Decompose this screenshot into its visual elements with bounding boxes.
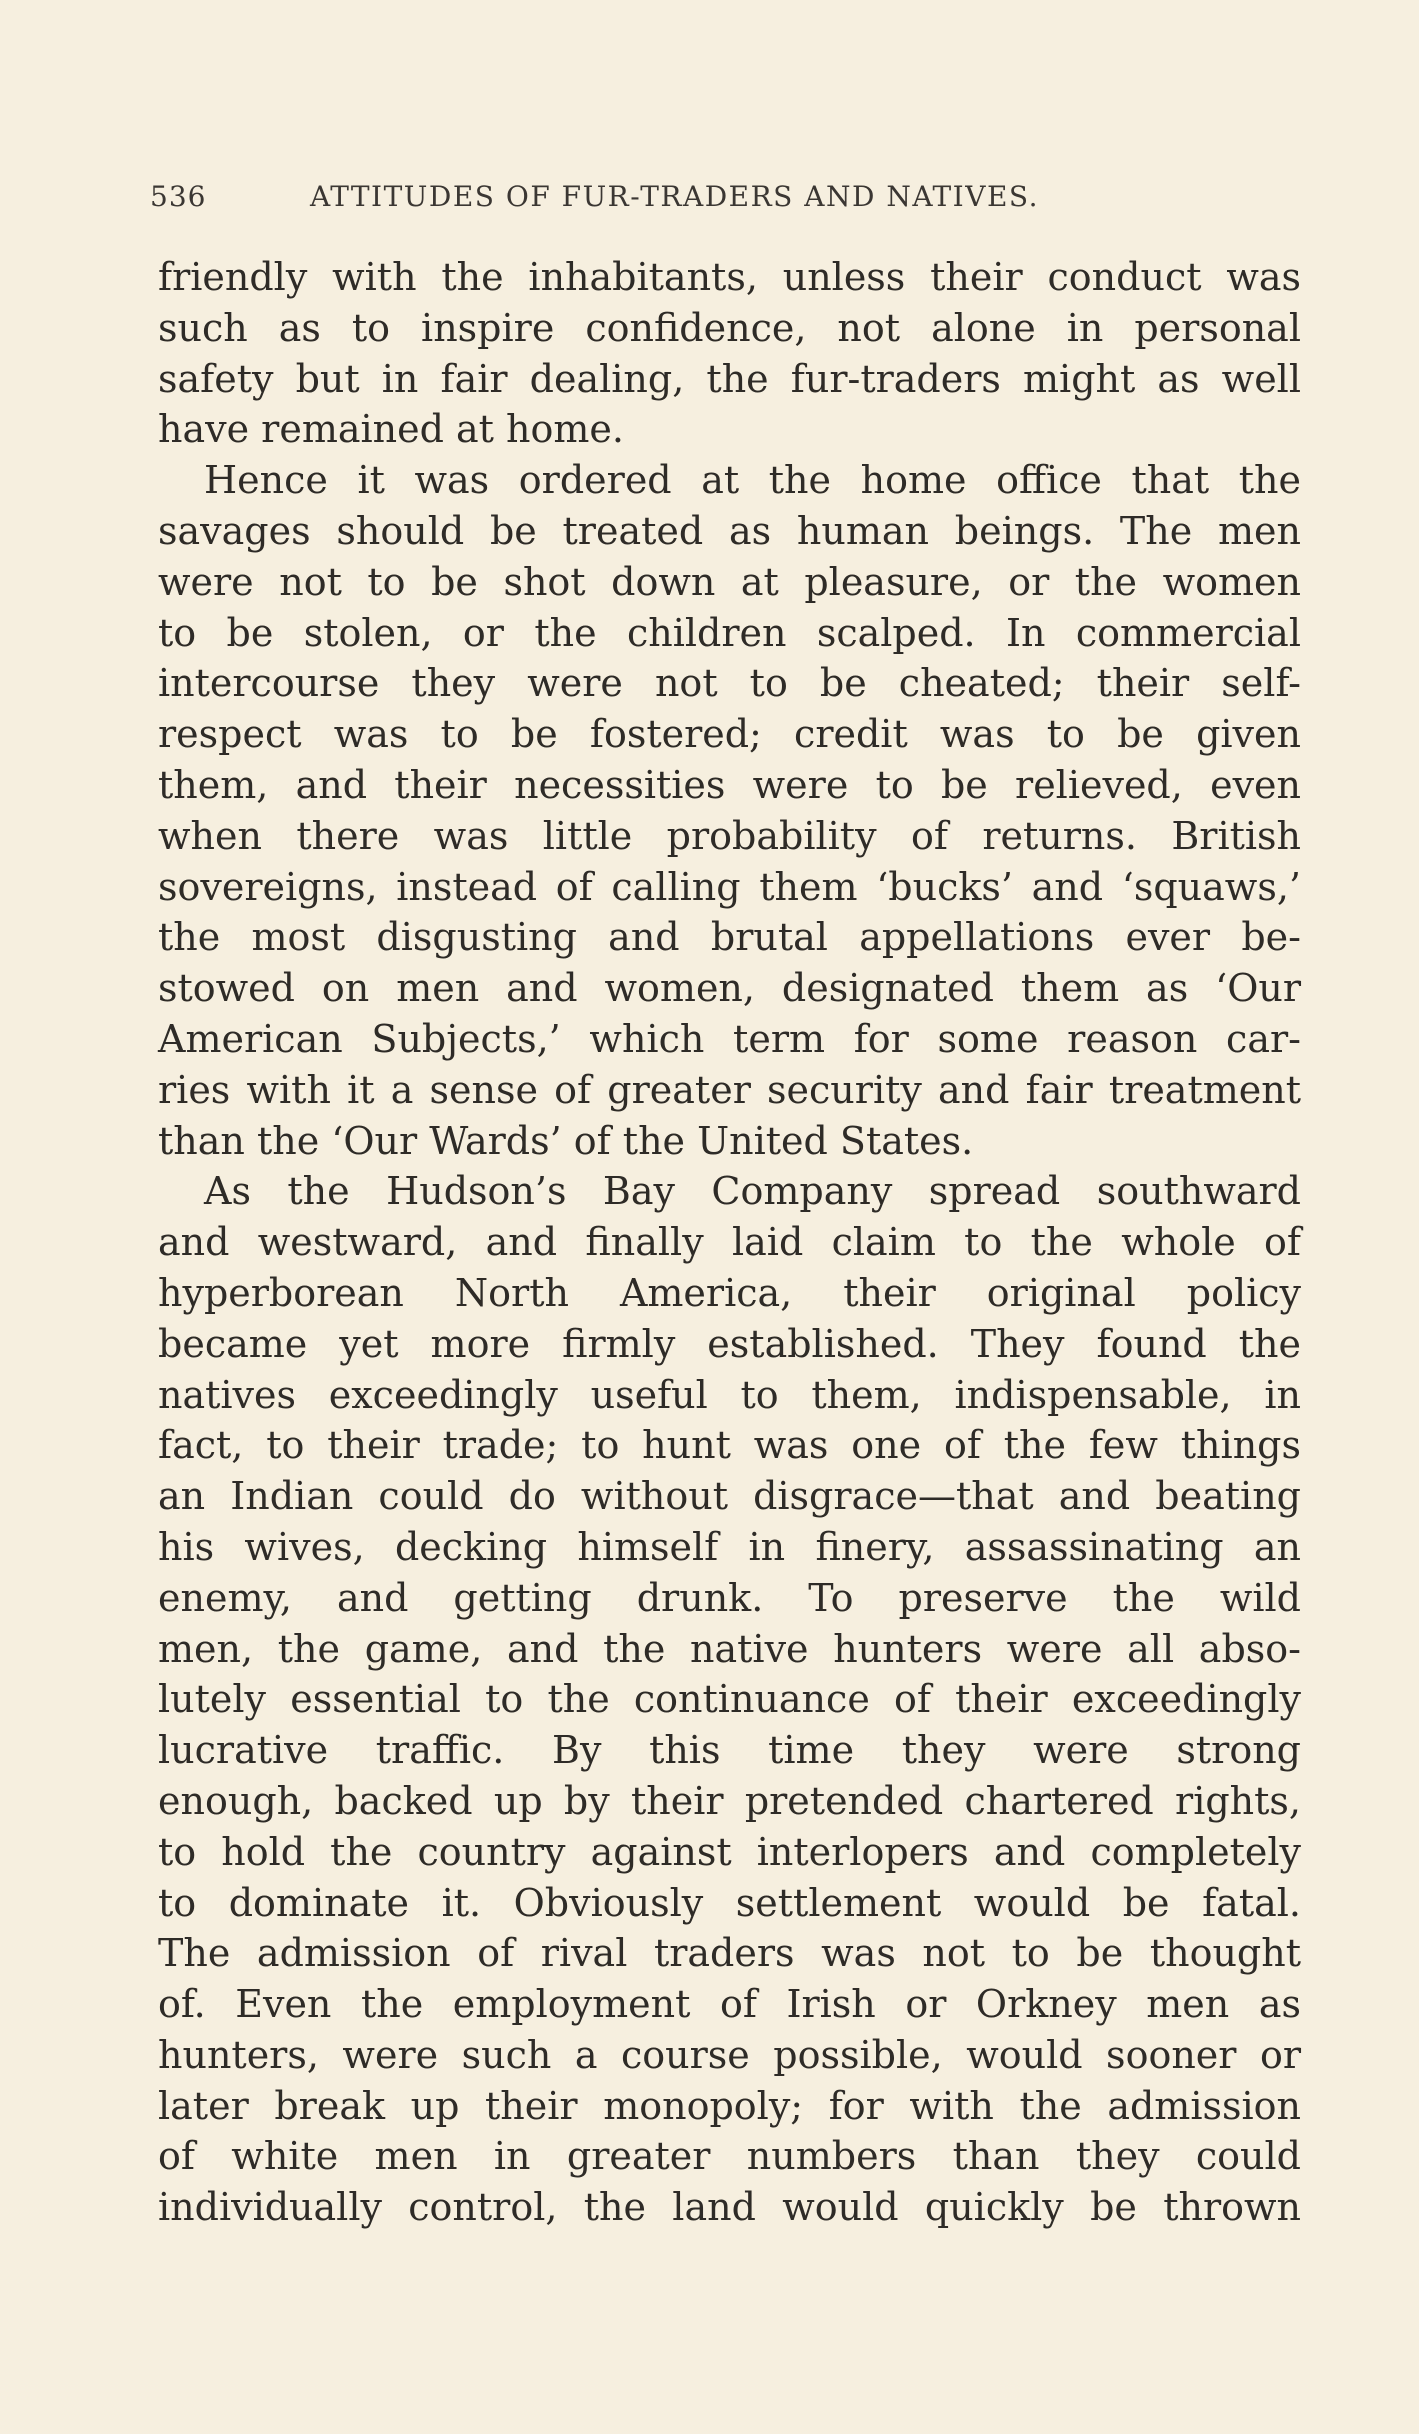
text-line: of white men in greater numbers than they could <box>158 2134 1301 2179</box>
text-line: sovereigns, instead of calling them ‘bucks’ and ‘squaws,’ <box>158 864 1301 909</box>
text-line: have remained at home. <box>158 407 624 452</box>
text-line: to be stolen, or the children scalped. In commercial <box>158 610 1301 655</box>
text-line: his wives, decking himself in finery, assassinating an <box>158 1524 1301 1569</box>
text-line: savages should be treated as human beings. The men <box>158 508 1301 553</box>
text-line: The admission of rival traders was not to be thought <box>158 1931 1301 1976</box>
text-line: of. Even the employment of Irish or Orkney men as <box>158 1982 1301 2027</box>
text-line: safety but in fair dealing, the fur-traders might as well <box>158 356 1301 401</box>
text-line: them, and their necessities were to be relieved, even <box>158 762 1301 807</box>
text-line: natives exceedingly useful to them, indispensable, in <box>158 1372 1301 1417</box>
text-line: lucrative traffic. By this time they were strong <box>158 1728 1301 1773</box>
text-line: became yet more firmly established. They found the <box>158 1321 1301 1366</box>
text-line: Hence it was ordered at the home office that the <box>204 458 1301 503</box>
text-line: enough, backed up by their pretended chartered rights, <box>158 1778 1301 1823</box>
text-line: such as to inspire confidence, not alone in personal <box>158 305 1301 350</box>
text-line: ries with it a sense of greater security and fair treatment <box>158 1067 1301 1112</box>
text-line: the most disgusting and brutal appellations ever be- <box>158 915 1301 960</box>
text-line: enemy, and getting drunk. To preserve the wild <box>158 1575 1301 1620</box>
text-line: and westward, and finally laid claim to the whole of <box>158 1220 1301 1265</box>
text-line: to dominate it. Obviously settlement would be fatal. <box>158 1880 1301 1925</box>
text-line: American Subjects,’ which term for some reason car- <box>158 1016 1301 1061</box>
text-line: than the ‘Our Wards’ of the United States. <box>158 1118 974 1163</box>
text-line: later break up their monopoly; for with the admission <box>158 2083 1301 2128</box>
text-line: As the Hudson’s Bay Company spread southward <box>204 1169 1301 1214</box>
text-line: were not to be shot down at pleasure, or the women <box>158 559 1301 604</box>
page-header <box>150 180 1200 220</box>
text-line: fact, to their trade; to hunt was one of the few things <box>158 1423 1301 1468</box>
text-line: respect was to be fostered; credit was to be given <box>158 712 1301 757</box>
text-line: hyperborean North America, their original policy <box>158 1270 1301 1315</box>
text-line: lutely essential to the continuance of their exceedingly <box>158 1677 1301 1722</box>
text-line: to hold the country against interlopers and completely <box>158 1829 1301 1874</box>
body-text <box>158 252 1301 2233</box>
text-line: an Indian could do without disgrace—that and beating <box>158 1474 1301 1519</box>
text-line: when there was little probability of returns. British <box>158 813 1301 858</box>
text-line: hunters, were such a course possible, would sooner or <box>158 2032 1301 2077</box>
text-line: stowed on men and women, designated them as ‘Our <box>158 966 1301 1011</box>
text-line: friendly with the inhabitants, unless their conduct was <box>158 255 1301 299</box>
text-line: individually control, the land would quickly be thrown <box>158 2185 1301 2230</box>
page-number: 536 <box>150 180 207 213</box>
running-head: ATTITUDES OF FUR-TRADERS AND NATIVES. <box>310 180 1039 213</box>
text-line: intercourse they were not to be cheated; their self- <box>158 661 1301 706</box>
text-line: men, the game, and the native hunters were all abso- <box>158 1626 1301 1671</box>
